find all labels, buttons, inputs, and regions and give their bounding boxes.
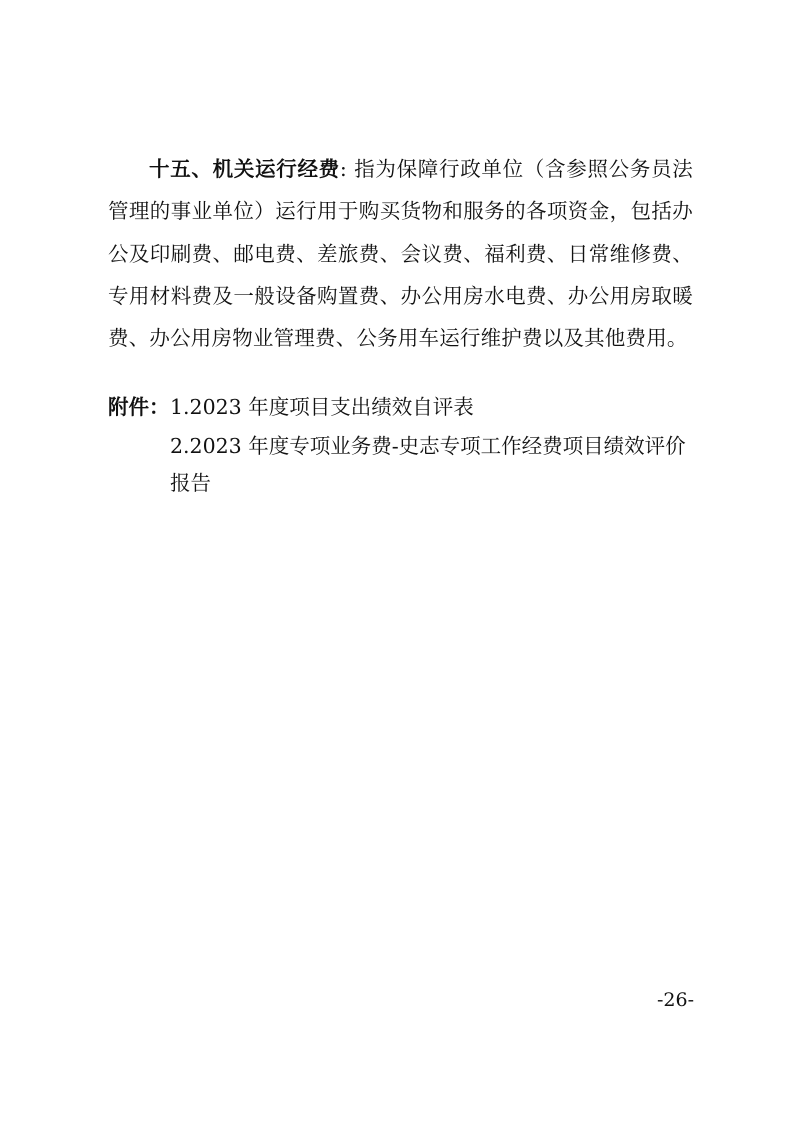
attachment-item-2: 2.2023 年度专项业务费-史志专项工作经费项目绩效评价报告: [170, 434, 686, 495]
page-number: -26-: [656, 989, 694, 1011]
attachments-label: 附件：: [108, 395, 170, 419]
section-heading: 十五、机关运行经费: [149, 157, 340, 181]
attachment-item-1: 1.2023 年度项目支出绩效自评表: [170, 395, 474, 419]
attachments-list: [170, 386, 695, 501]
section-paragraph: [108, 148, 693, 359]
section-body: : 指为保障行政单位（含参照公务员法管理的事业单位）运行用于购买货物和服务的各项资金，包括办公及印刷费、邮电费、差旅费、会议费、福利费、日常维修费、专用材料费及一般设备购置费、办公用房水电费、办公用房取暖费、办公用房物业管理费、公务用车运行维护费以及其他费用。: [108, 157, 693, 351]
